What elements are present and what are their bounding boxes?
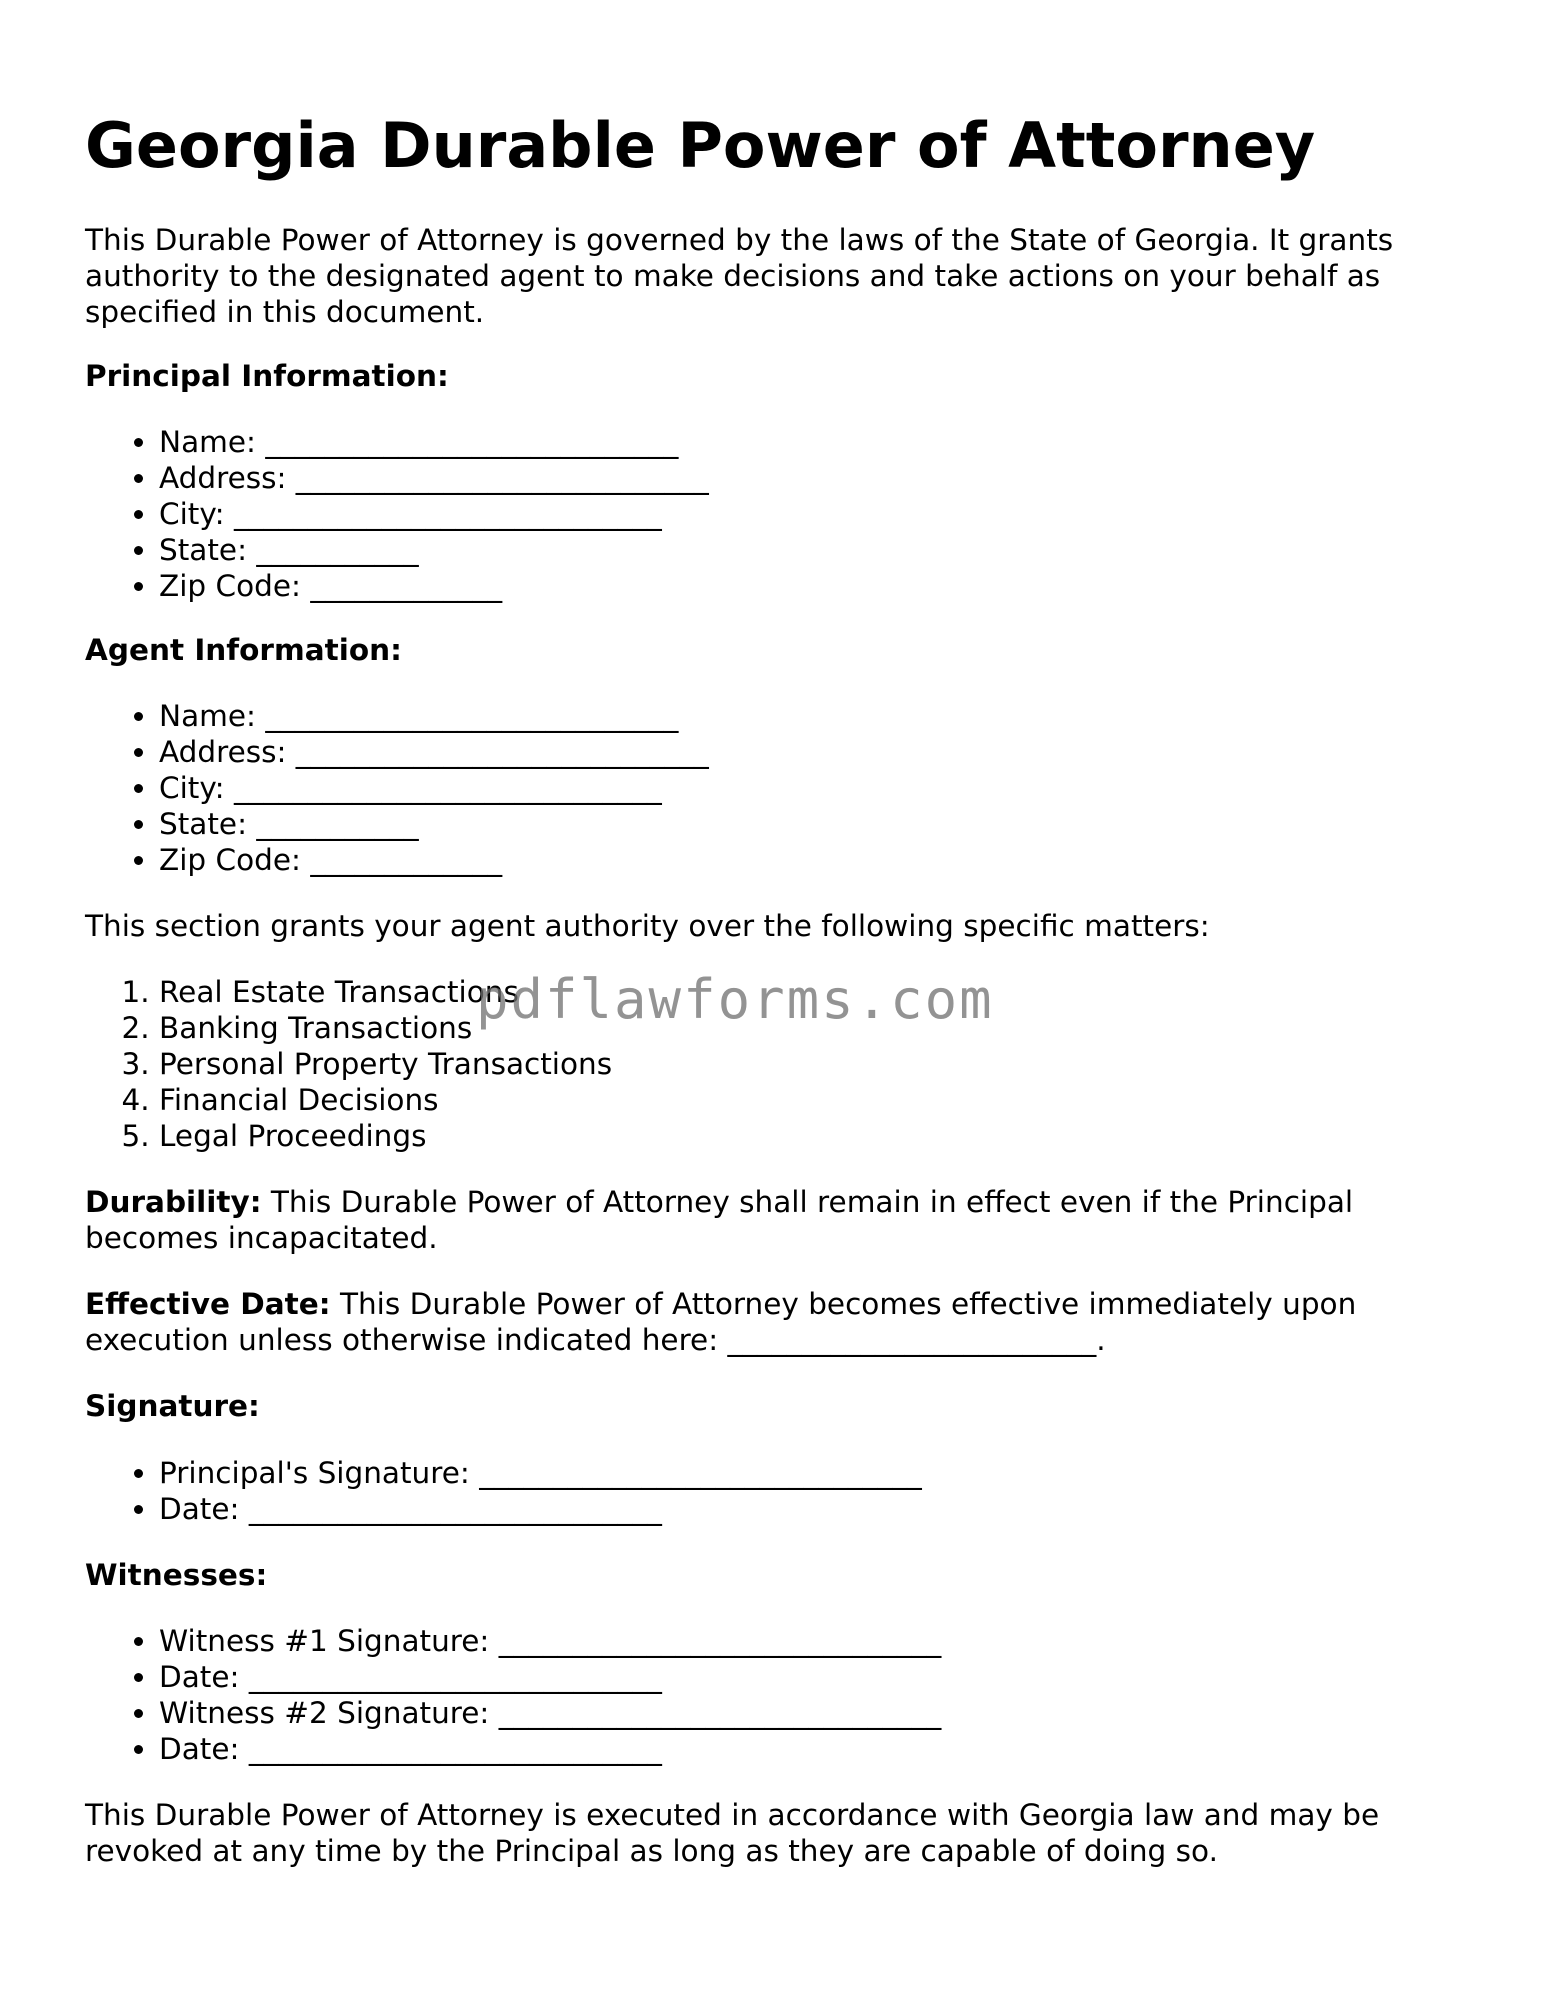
principal-heading: Principal Information:	[85, 359, 449, 393]
principal-name-field: • Name: ____________________________	[159, 424, 709, 460]
effective-date-paragraph	[85, 1286, 1455, 1358]
agent-fields-list	[85, 698, 709, 878]
closing-paragraph: This Durable Power of Attorney is executed in accordance with Georgia law and may be revoked at any time by the Principal as long as they are capable of doing so.	[85, 1798, 1380, 1868]
watermark: pdflawforms.com	[476, 968, 994, 1031]
authority-intro: This section grants your agent authority over the following specific matters:	[85, 909, 1210, 943]
agent-zip-field: • Zip Code: _____________	[159, 842, 709, 878]
principal-city-field: • City: _____________________________	[159, 496, 709, 532]
witnesses-fields-list	[85, 1623, 941, 1767]
agent-name-field: • Name: ____________________________	[159, 698, 709, 734]
effective-date-text: This Durable Power of Attorney becomes effective immediately upon execution unless otherwise indicated here: _________________________.	[85, 1287, 1357, 1357]
matter-item: 4. Financial Decisions	[159, 1082, 612, 1118]
witness-1-date-field: • Date: ____________________________	[159, 1659, 941, 1695]
intro-paragraph: This Durable Power of Attorney is governed by the laws of the State of Georgia. It grants authority to the designated agent to make decisions and take actions on your behalf as specified in this document.	[85, 223, 1394, 329]
agent-state-field: • State: ___________	[159, 806, 709, 842]
principal-address-field: • Address: ____________________________	[159, 460, 709, 496]
matter-item: 1. Real Estate Transactions	[159, 974, 612, 1010]
principal-state-field: • State: ___________	[159, 532, 709, 568]
matter-item: 3. Personal Property Transactions	[159, 1046, 612, 1082]
witnesses-heading: Witnesses:	[85, 1558, 268, 1592]
principal-zip-field: • Zip Code: _____________	[159, 568, 709, 604]
document-title: Georgia Durable Power of Attorney	[85, 109, 1316, 182]
matter-item: 2. Banking Transactions	[159, 1010, 612, 1046]
authority-matters-list	[85, 974, 612, 1154]
witness-2-date-field: • Date: ____________________________	[159, 1731, 941, 1767]
witness-1-signature-field: • Witness #1 Signature: ______________________________	[159, 1623, 941, 1659]
durability-paragraph	[85, 1184, 1455, 1256]
signature-fields-list	[85, 1455, 922, 1527]
agent-heading: Agent Information:	[85, 633, 402, 667]
effective-date-label: Effective Date:	[85, 1287, 331, 1321]
durability-label: Durability:	[85, 1185, 262, 1219]
witness-2-signature-field: • Witness #2 Signature: ______________________________	[159, 1695, 941, 1731]
principal-signature-field: • Principal's Signature: ______________________________	[159, 1455, 922, 1491]
durability-text: This Durable Power of Attorney shall remain in effect even if the Principal becomes incapacitated.	[85, 1185, 1354, 1255]
signature-date-field: • Date: ____________________________	[159, 1491, 922, 1527]
agent-city-field: • City: _____________________________	[159, 770, 709, 806]
agent-address-field: • Address: ____________________________	[159, 734, 709, 770]
signature-heading: Signature:	[85, 1389, 260, 1423]
principal-fields-list	[85, 424, 709, 604]
matter-item: 5. Legal Proceedings	[159, 1118, 612, 1154]
